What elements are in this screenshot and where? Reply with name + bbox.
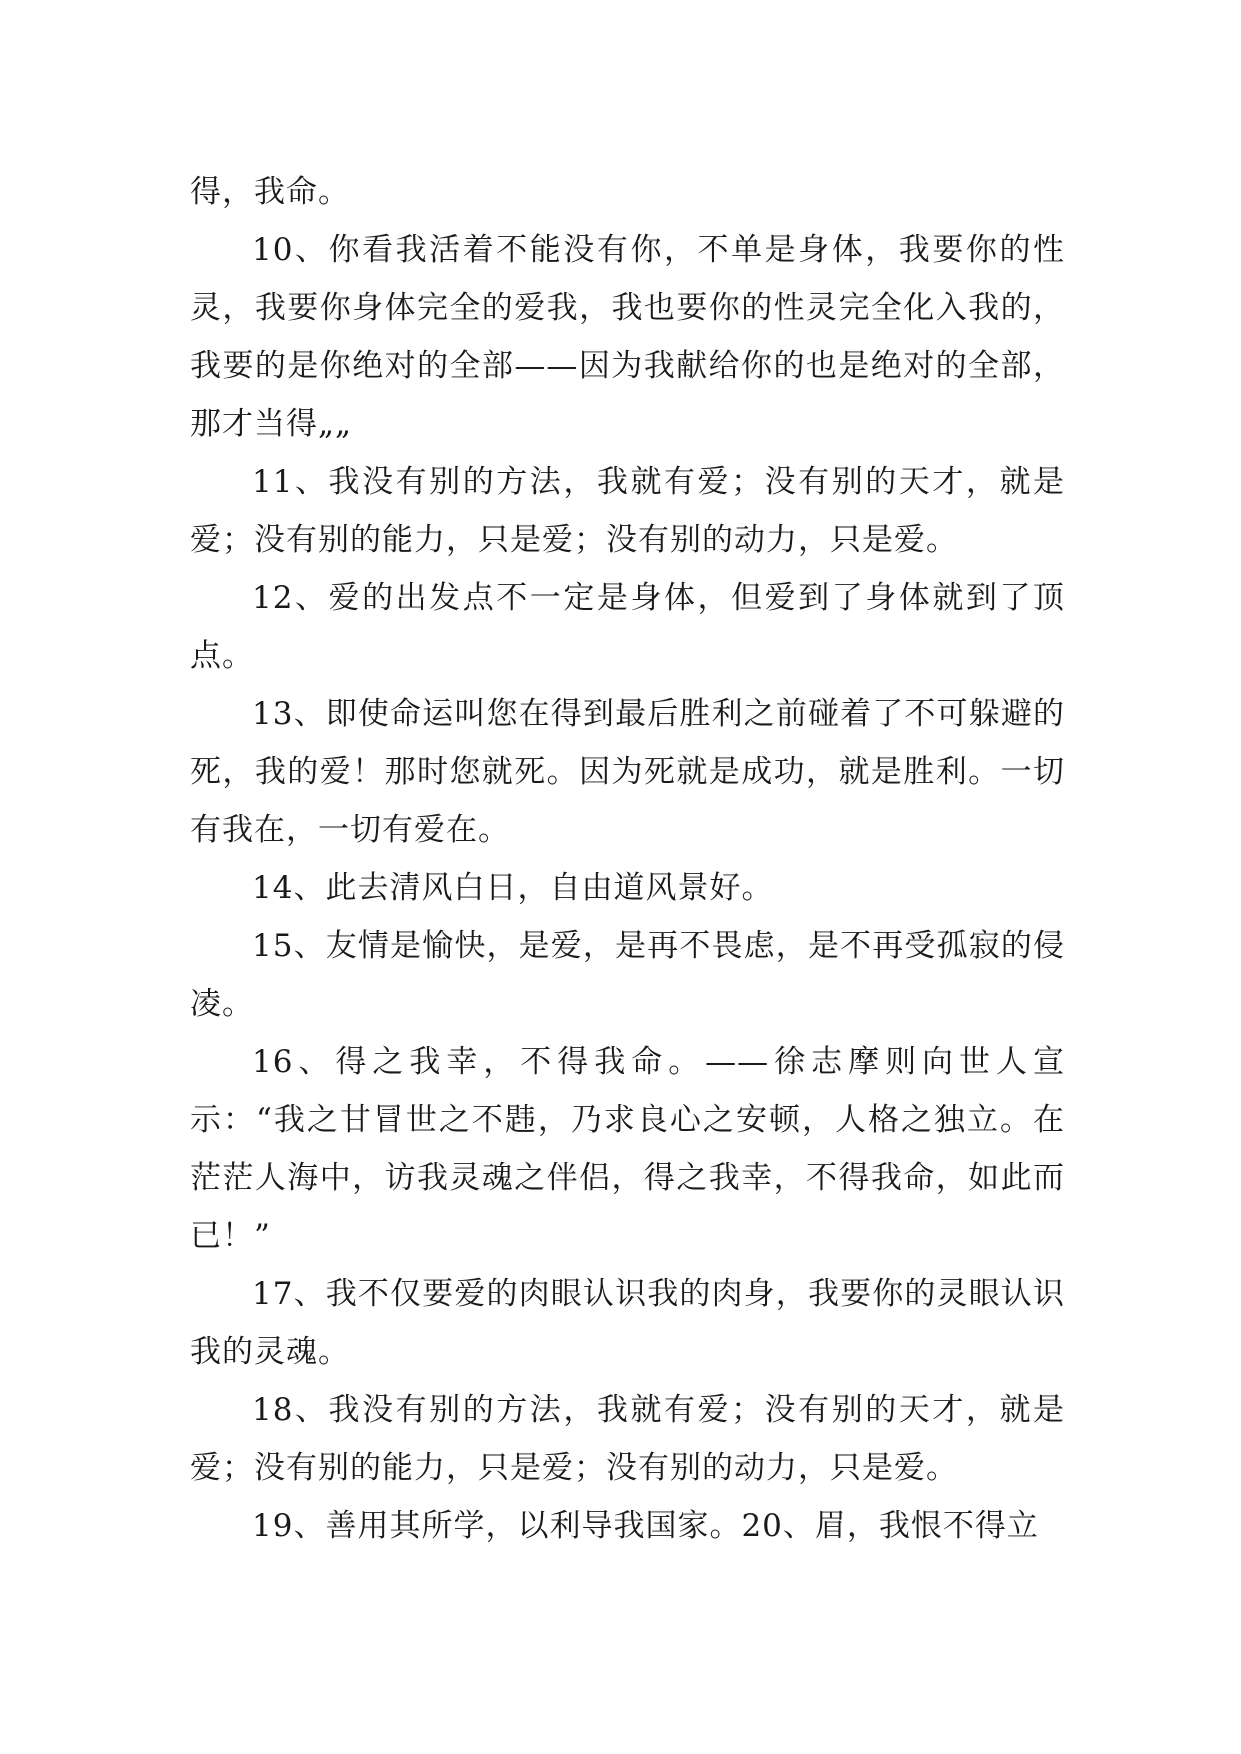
document-body [190, 163, 1065, 1555]
paragraph-item-11: 11、我没有别的方法，我就有爱；没有别的天才，就是爱；没有别的能力，只是爱；没有别的动力，只是爱。 [190, 464, 1065, 558]
paragraph-continuation: 得，我命。 [190, 174, 350, 210]
paragraph-item-18: 18、我没有别的方法，我就有爱；没有别的天才，就是爱；没有别的能力，只是爱；没有别的动力，只是爱。 [190, 1392, 1065, 1486]
paragraph-item-12: 12、爱的出发点不一定是身体，但爱到了身体就到了顶点。 [190, 580, 1065, 674]
paragraph-item-19: 19、善用其所学，以利导我国家。20、眉，我恨不得立 [252, 1508, 1039, 1544]
paragraph-item-17: 17、我不仅要爱的肉眼认识我的肉身，我要你的灵眼认识我的灵魂。 [190, 1276, 1065, 1370]
paragraph-item-10: 10、你看我活着不能没有你，不单是身体，我要你的性灵，我要你身体完全的爱我，我也要你的性灵完全化入我的，我要的是你绝对的全部——因为我献给你的也是绝对的全部，那才当得„„ [190, 232, 1065, 442]
paragraph-item-14: 14、此去清风白日，自由道风景好。 [252, 870, 774, 906]
paragraph-item-13: 13、即使命运叫您在得到最后胜利之前碰着了不可躲避的死，我的爱！那时您就死。因为死就是成功，就是胜利。一切有我在，一切有爱在。 [190, 696, 1065, 848]
paragraph-item-15: 15、友情是愉快，是爱，是再不畏虑，是不再受孤寂的侵凌。 [190, 928, 1065, 1022]
paragraph-item-16: 16、得之我幸，不得我命。——徐志摩则向世人宣示：“我之甘冒世之不韪，乃求良心之安顿，人格之独立。在茫茫人海中，访我灵魂之伴侣，得之我幸，不得我命，如此而已！” [190, 1044, 1065, 1254]
